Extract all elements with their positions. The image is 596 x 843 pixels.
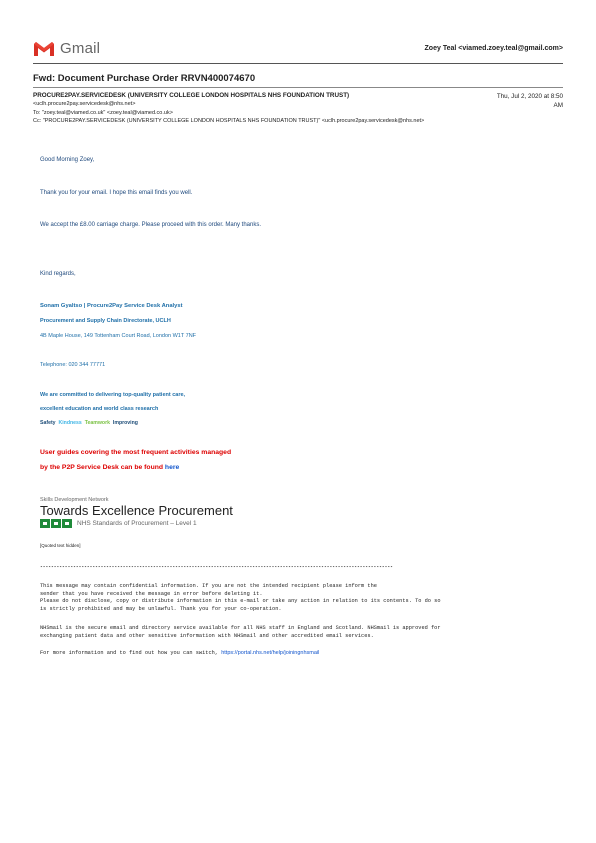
closing: Kind regards, — [40, 271, 76, 277]
badge-network: Skills Development Network — [40, 497, 109, 503]
to-line: To: "zoey.teal@viamed.co.uk" <zoey.teal@viamed.co.uk> — [33, 110, 173, 116]
quoted-text-toggle[interactable]: [Quoted text hidden] — [40, 543, 81, 548]
disclaimer-p3: Please do not disclose, copy or distribute information in this e-mail or take any action in relation to its contents. To do so — [40, 598, 441, 604]
gmail-m-icon — [33, 41, 55, 57]
disclaimer-p5: NHSmail is the secure email and directory service available for all NHS staff in England and Scotland. NHSmail is approved for — [40, 625, 441, 631]
nhs-level-icon — [40, 519, 74, 528]
account-label: Zoey Teal <viamed.zoey.teal@gmail.com> — [424, 45, 563, 52]
email-date — [493, 92, 563, 110]
badge-level: NHS Standards of Procurement – Level 1 — [77, 520, 197, 527]
disclaimer-block2 — [40, 625, 560, 640]
value-teamwork: Teamwork — [84, 420, 110, 426]
gmail-logo — [33, 40, 100, 57]
body-line2: We accept the £8.00 carriage charge. Please proceed with this order. Many thanks. — [40, 222, 262, 228]
disclaimer-block1 — [40, 583, 560, 613]
nhsmail-link[interactable]: https://portal.nhs.net/help/joiningnhsmail — [221, 650, 320, 656]
greeting: Good Morning Zoey, — [40, 157, 95, 163]
signature-name: Sonam Gyaltso | Procure2Pay Service Desk Analyst — [40, 303, 183, 309]
body-line1: Thank you for your email. I hope this email finds you well. — [40, 190, 193, 196]
disclaimer-stars: ******************************************************************************************************************************** — [40, 566, 393, 571]
date-line1: Thu, Jul 2, 2020 at 8:50 — [496, 93, 563, 100]
guides-here-link[interactable]: here — [164, 464, 180, 471]
badge-level-row — [40, 519, 233, 528]
disclaimer-block3 — [40, 650, 560, 656]
sender-address: <uclh.procure2pay.servicedesk@nhs.net> — [33, 101, 136, 107]
disclaimer-p7: For more information and to find out how you can switch, — [40, 650, 219, 656]
guides-line2 — [40, 464, 179, 471]
email-subject: Fwd: Document Purchase Order RRVN400074670 — [33, 73, 256, 84]
commitment-line1: We are committed to delivering top-quality patient care, — [40, 392, 186, 398]
signature-address: 4B Maple House, 149 Tottenham Court Road, London W1T 7NF — [40, 333, 197, 339]
procurement-badge — [40, 497, 233, 528]
guides-line1: User guides covering the most frequent activities managed — [40, 449, 232, 456]
gmail-wordmark: Gmail — [60, 40, 101, 57]
disclaimer-p1: This message may contain confidential information. If you are not the intended recipient please inform the — [40, 583, 377, 589]
trust-values — [40, 420, 138, 426]
sender-name: PROCURE2PAY.SERVICEDESK (UNIVERSITY COLLEGE LONDON HOSPITALS NHS FOUNDATION TRUST) — [33, 92, 350, 99]
badge-title: Towards Excellence Procurement — [40, 503, 233, 518]
subject-divider — [33, 87, 563, 88]
value-kindness: Kindness — [58, 420, 82, 426]
guides-text: by the P2P Service Desk can be found — [40, 464, 164, 471]
signature-telephone: Telephone: 020 344 77771 — [40, 362, 106, 368]
cc-line: Cc: "PROCURE2PAY.SERVICEDESK (UNIVERSITY COLLEGE LONDON HOSPITALS NHS FOUNDATION TRUST)" <uclh.procure2pay.servicedesk@nhs.net> — [33, 118, 425, 124]
commitment-line2: excellent education and world class research — [40, 406, 159, 412]
value-improving: Improving — [112, 420, 138, 426]
disclaimer-p6: exchanging patient data and other sensitive information with NHSmail and other accredited email services. — [40, 632, 374, 639]
disclaimer-p4: is strictly prohibited and may be unlawful. Thank you for your co-operation. — [40, 605, 282, 612]
disclaimer-p2: sender that you have received the message in error before deleting it. — [40, 590, 263, 597]
date-line2: AM — [553, 102, 563, 109]
signature-department: Procurement and Supply Chain Directorate, UCLH — [40, 318, 171, 324]
header-divider — [33, 63, 563, 64]
value-safety: Safety — [40, 420, 56, 426]
